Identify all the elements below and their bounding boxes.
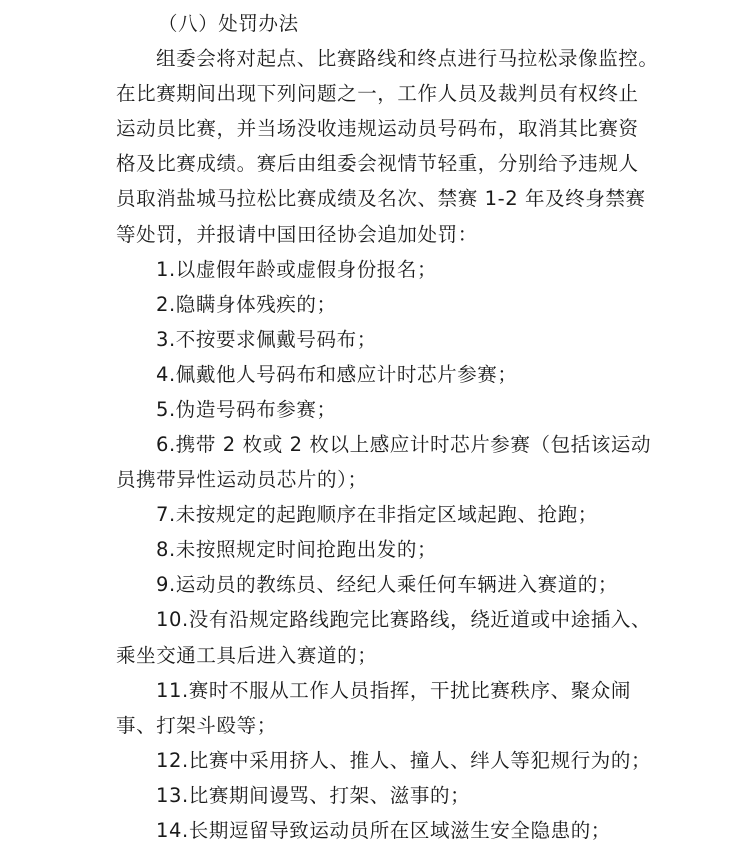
penalty-item: 6.携带 2 枚或 2 枚以上感应计时芯片参赛（包括该运动 [156, 433, 652, 456]
penalty-item: 3.不按要求佩戴号码布； [156, 328, 377, 351]
intro-line: 等处罚，并报请中国田径协会追加处罚： [116, 223, 478, 246]
intro-line: 格及比赛成绩。赛后由组委会视情节轻重，分别给予违规人 [116, 152, 639, 175]
penalty-item: 13.比赛期间谩骂、打架、滋事的； [156, 784, 471, 807]
penalty-item: 14.长期逗留导致运动员所在区域滋生安全隐患的； [156, 819, 611, 842]
penalty-item: 7.未按规定的起跑顺序在非指定区域起跑、抢跑； [156, 503, 598, 526]
penalty-item: 1.以虚假年龄或虚假身份报名； [156, 258, 438, 281]
penalty-item-continued: 乘坐交通工具后进入赛道的； [116, 644, 378, 667]
penalty-item-continued: 事、打架斗殴等； [116, 714, 277, 737]
penalty-item: 11.赛时不服从工作人员指挥，干扰比赛秩序、聚众闹 [156, 679, 632, 702]
penalty-item: 10.没有沿规定路线跑完比赛路线，绕近道或中途插入、 [156, 608, 652, 631]
penalty-item: 2.隐瞒身体残疾的； [156, 293, 337, 316]
intro-line: 组委会将对起点、比赛路线和终点进行马拉松录像监控。 [156, 47, 659, 70]
penalty-item: 9.运动员的教练员、经纪人乘任何车辆进入赛道的； [156, 573, 619, 596]
intro-line: 在比赛期间出现下列问题之一，工作人员及裁判员有权终止 [116, 82, 639, 105]
penalty-item-continued: 员携带异性运动员芯片的）； [116, 468, 368, 491]
section-heading: （八）处罚办法 [158, 12, 299, 35]
intro-line: 运动员比赛，并当场没收违规运动员号码布，取消其比赛资 [116, 117, 639, 140]
penalty-item: 4.佩戴他人号码布和感应计时芯片参赛； [156, 363, 518, 386]
penalty-item: 12.比赛中采用挤人、推人、撞人、绊人等犯规行为的； [156, 749, 652, 772]
intro-line: 员取消盐城马拉松比赛成绩及名次、禁赛 1-2 年及终身禁赛 [116, 187, 646, 210]
penalty-item: 5.伪造号码布参赛； [156, 398, 337, 421]
penalty-item: 8.未按照规定时间抢跑出发的； [156, 538, 438, 561]
